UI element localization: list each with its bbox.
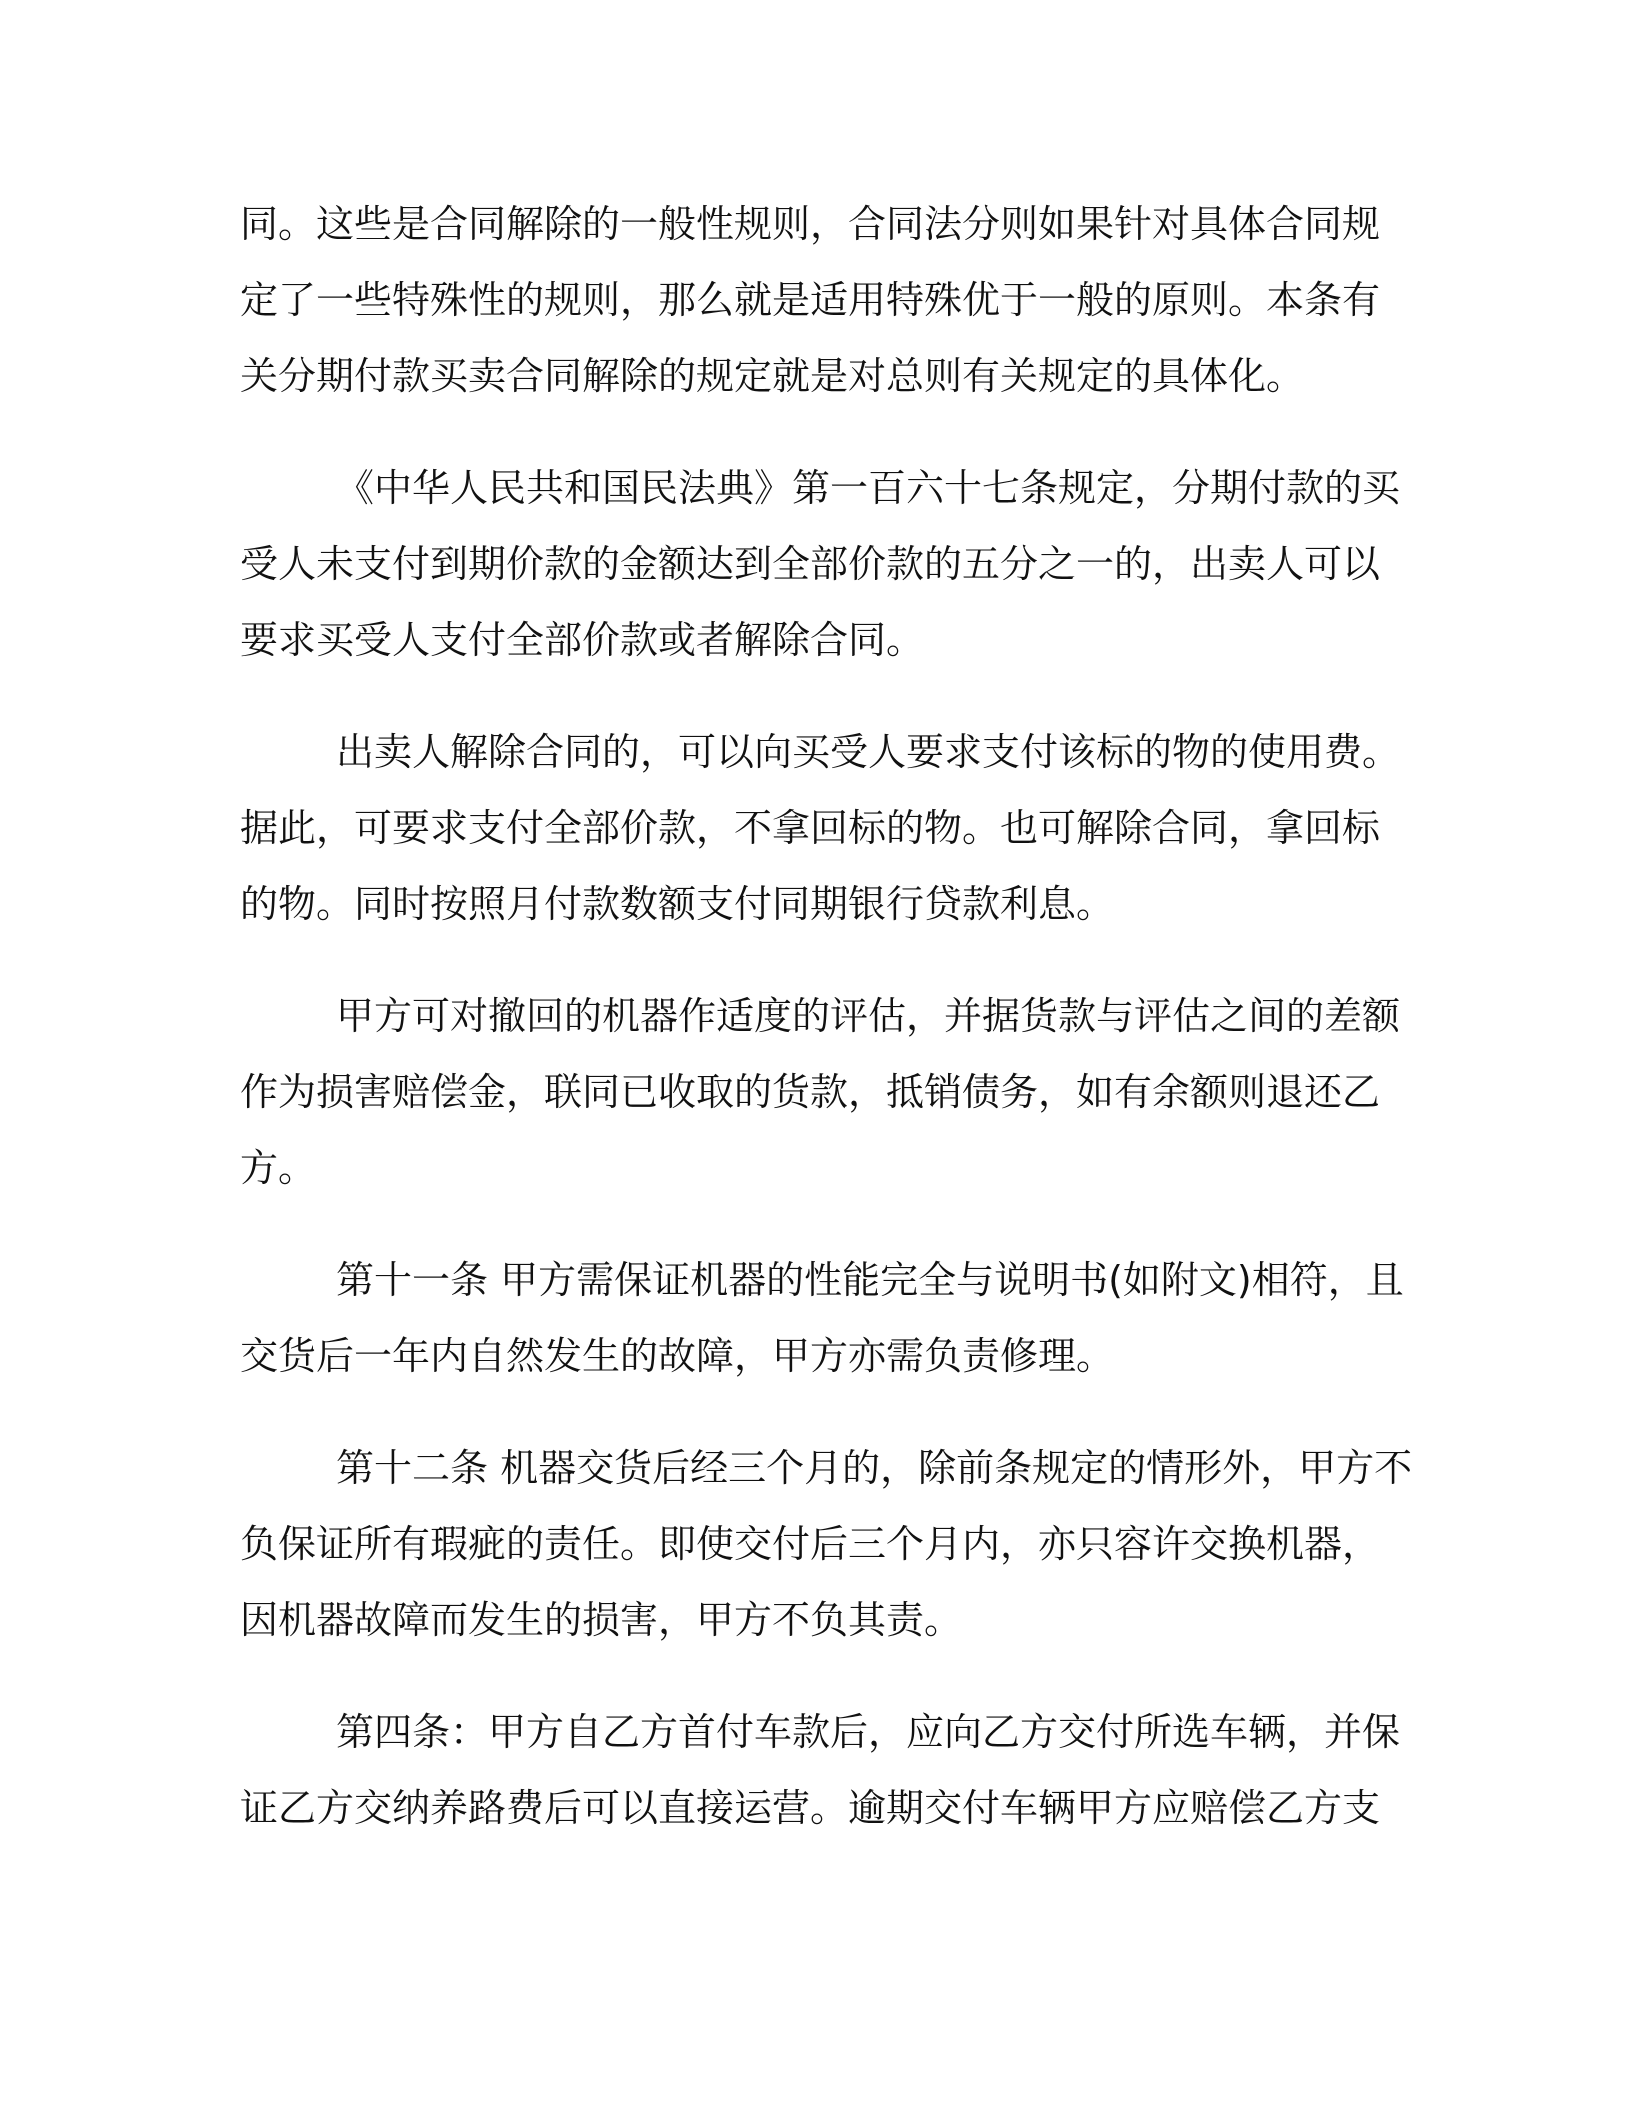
text-line: 方。 xyxy=(240,1146,317,1190)
text-line: 因机器故障而发生的损害，甲方不负其责。 xyxy=(240,1598,963,1642)
text-line: 据此，可要求支付全部价款，不拿回标的物。也可解除合同，拿回标 xyxy=(240,806,1381,850)
text-line: 关分期付款买卖合同解除的规定就是对总则有关规定的具体化。 xyxy=(240,354,1305,398)
text-line: 证乙方交纳养路费后可以直接运营。逾期交付车辆甲方应赔偿乙方支 xyxy=(240,1786,1381,1830)
paragraph-3 xyxy=(240,714,1400,942)
paragraph-4 xyxy=(240,978,1400,1206)
text-line: 第四条：甲方自乙方首付车款后，应向乙方交付所选车辆，并保 xyxy=(336,1710,1401,1754)
text-line: 第十一条 甲方需保证机器的性能完全与说明书(如附文)相符，且 xyxy=(336,1258,1404,1302)
document-body xyxy=(240,186,1413,1882)
paragraph-2 xyxy=(240,450,1400,678)
text-line: 的物。同时按照月付款数额支付同期银行贷款利息。 xyxy=(240,882,1115,926)
text-line: 出卖人解除合同的，可以向买受人要求支付该标的物的使用费。 xyxy=(336,730,1401,774)
text-line: 《中华人民共和国民法典》第一百六十七条规定，分期付款的买 xyxy=(336,466,1401,510)
paragraph-1 xyxy=(240,186,1400,414)
text-line: 作为损害赔偿金，联同已收取的货款，抵销债务，如有余额则退还乙 xyxy=(240,1070,1381,1114)
text-line: 交货后一年内自然发生的故障，甲方亦需负责修理。 xyxy=(240,1334,1115,1378)
paragraph-7 xyxy=(240,1694,1400,1846)
paragraph-6 xyxy=(240,1430,1413,1658)
text-line: 同。这些是合同解除的一般性规则，合同法分则如果针对具体合同规 xyxy=(240,202,1381,246)
text-line: 定了一些特殊性的规则，那么就是适用特殊优于一般的原则。本条有 xyxy=(240,278,1381,322)
text-line: 受人未支付到期价款的金额达到全部价款的五分之一的，出卖人可以 xyxy=(240,542,1381,586)
text-line: 负保证所有瑕疵的责任。即使交付后三个月内，亦只容许交换机器， xyxy=(240,1522,1381,1566)
paragraph-5 xyxy=(240,1242,1404,1394)
text-line: 要求买受人支付全部价款或者解除合同。 xyxy=(240,618,925,662)
text-line: 第十二条 机器交货后经三个月的，除前条规定的情形外，甲方不 xyxy=(336,1446,1413,1490)
text-line: 甲方可对撤回的机器作适度的评估，并据货款与评估之间的差额 xyxy=(336,994,1401,1038)
